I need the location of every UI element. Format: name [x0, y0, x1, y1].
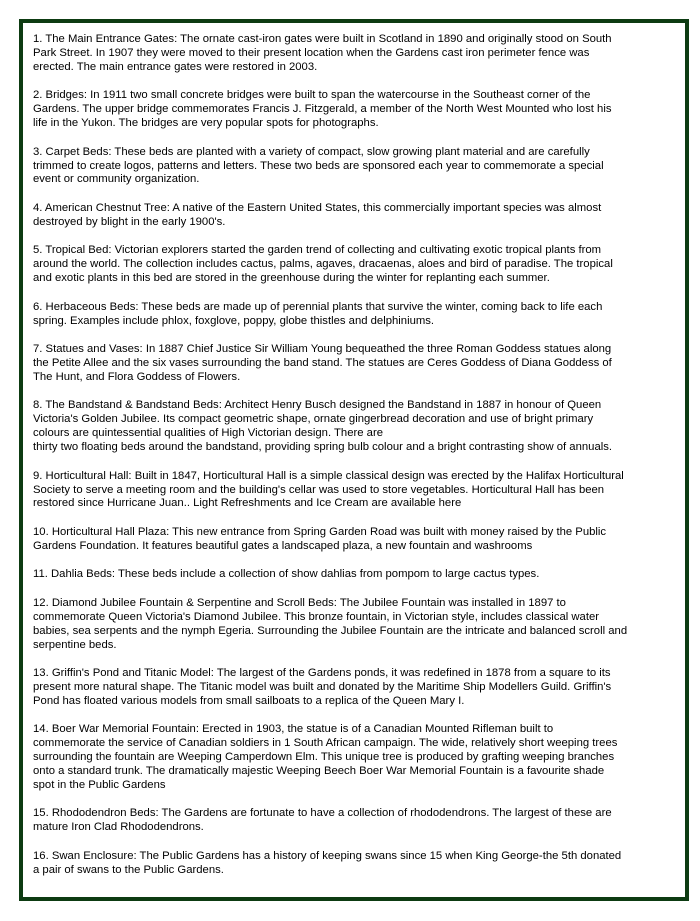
document-frame [19, 19, 689, 901]
entry-line: The Hunt, and Flora Goddess of Flowers. [33, 370, 241, 383]
entry-line: 7. Statues and Vases: In 1887 Chief Justice Sir William Young bequeathed the three Roman Goddess statues along [33, 343, 612, 356]
entry-line: 4. American Chestnut Tree: A native of the Eastern United States, this commercially important species was almost [33, 201, 602, 214]
entry-line: 15. Rhododendron Beds: The Gardens are fortunate to have a collection of rhododendrons. The largest of these are [33, 807, 612, 820]
entry-line: spot in the Public Gardens [33, 778, 166, 791]
entry-line: a pair of swans to the Public Gardens. [33, 863, 224, 876]
entry-paragraph [33, 723, 675, 793]
entry-line: Gardens Foundation. It features beautiful gates a landscaped plaza, a new fountain and washrooms [33, 539, 533, 552]
entry-line: the Petite Allee and the six vases surrounding the band stand. The statues are Ceres Goddess of Diana Goddess of [33, 356, 612, 369]
entry-line: babies, sea serpents and the nymph Egeria. Surrounding the Jubilee Fountain are the intricate and balanced scroll and [33, 624, 628, 637]
entry-line: 9. Horticultural Hall: Built in 1847, Horticultural Hall is a simple classical design was erected by the Halifax Horticultural [33, 469, 624, 482]
entry-paragraph [33, 244, 675, 286]
entry-line: Gardens. The upper bridge commemorates Francis J. Fitzgerald, a member of the North West Mounted who lost his [33, 103, 612, 116]
entry-paragraph [33, 597, 675, 653]
entry-line: Pond has floated various models from small sailboats to a replica of the Queen Mary I. [33, 694, 465, 707]
entry-paragraph [33, 399, 675, 455]
entry-line: 12. Diamond Jubilee Fountain & Serpentine and Scroll Beds: The Jubilee Fountain was installed in 1897 to [33, 596, 566, 609]
entry-line: spring. Examples include phlox, foxglove, poppy, globe thistles and delphiniums. [33, 314, 435, 327]
entry-line: erected. The main entrance gates were restored in 2003. [33, 60, 318, 73]
entry-line: Society to serve a meeting room and the building's cellar was used to store vegetables. Horticultural Hall has been [33, 483, 605, 496]
entry-line: 14. Boer War Memorial Fountain: Erected in 1903, the statue is of a Canadian Mounted Rifleman built to [33, 723, 554, 736]
entry-paragraph [33, 146, 675, 188]
entry-paragraph [33, 807, 675, 835]
entry-line: onto a standard trunk. The dramatically majestic Weeping Beech Boer War Memorial Fountain is a favourite shade [33, 765, 605, 778]
entry-line: serpentine beds. [33, 638, 117, 651]
entry-paragraph [33, 89, 675, 131]
entry-line: life in the Yukon. The bridges are very popular spots for photographs. [33, 117, 379, 130]
entry-line: 10. Horticultural Hall Plaza: This new entrance from Spring Garden Road was built with money raised by the Public [33, 525, 607, 538]
entry-paragraph [33, 526, 675, 554]
entry-line: 6. Herbaceous Beds: These beds are made up of perennial plants that survive the winter, coming back to life each [33, 300, 603, 313]
entry-line: surrounding the fountain are Weeping Camperdown Elm. This unique tree is produced by grafting weeping branches [33, 751, 615, 764]
entry-paragraph [33, 343, 675, 385]
entry-line: destroyed by blight in the early 1900's. [33, 215, 226, 228]
entry-line: present more natural shape. The Titanic model was built and donated by the Maritime Ship Modellers Guild. Griffin's [33, 680, 612, 693]
entry-list [33, 33, 675, 878]
entry-paragraph [33, 667, 675, 709]
entry-line: 5. Tropical Bed: Victorian explorers started the garden trend of collecting and cultivating exotic tropical plants from [33, 244, 602, 257]
entry-line: Victoria's Golden Jubilee. Its compact geometric shape, ornate gingerbread decoration and use of bright primary [33, 413, 594, 426]
entry-line: commemorate the service of Canadian soldiers in 1 South African campaign. The wide, relatively short weeping trees [33, 737, 618, 750]
entry-line: and exotic plants in this bed are stored in the greenhouse during the winter for replanting each summer. [33, 272, 550, 285]
entry-line: 13. Griffin's Pond and Titanic Model: The largest of the Gardens ponds, it was redefined in 1878 from a square to its [33, 667, 611, 680]
entry-line: 3. Carpet Beds: These beds are planted with a variety of compact, slow growing plant material and are carefully [33, 145, 590, 158]
entry-line: commemorate Queen Victoria's Diamond Jubilee. This bronze fountain, in Victorian style, includes classical water [33, 610, 600, 623]
entry-paragraph [33, 470, 675, 512]
entry-paragraph [33, 202, 675, 230]
entry-line: event or community organization. [33, 173, 200, 186]
entry-paragraph [33, 568, 675, 582]
entry-line: 2. Bridges: In 1911 two small concrete bridges were built to span the watercourse in the Southeast corner of the [33, 89, 591, 102]
entry-line: thirty two floating beds around the bandstand, providing spring bulb colour and a bright contrasting show of annuals. [33, 441, 613, 454]
entry-line: around the world. The collection includes cactus, palms, agaves, dracaenas, aloes and bird of paradise. The tropical [33, 258, 613, 271]
entry-line: Park Street. In 1907 they were moved to their present location when the Gardens cast iron perimeter fence was [33, 46, 590, 59]
entry-line: mature Iron Clad Rhododendrons. [33, 821, 204, 834]
entry-line: 1. The Main Entrance Gates: The ornate cast-iron gates were built in Scotland in 1890 and originally stood on South [33, 33, 612, 45]
entry-line: trimmed to create logos, patterns and letters. These two beds are sponsored each year to commemorate a special [33, 159, 604, 172]
entry-line: 16. Swan Enclosure: The Public Gardens has a history of keeping swans since 15 when King George-the 5th donated [33, 849, 622, 862]
entry-line: 8. The Bandstand & Bandstand Beds: Architect Henry Busch designed the Bandstand in 1887 in honour of Queen [33, 399, 602, 412]
entry-paragraph [33, 301, 675, 329]
entry-line: 11. Dahlia Beds: These beds include a collection of show dahlias from pompom to large cactus types. [33, 568, 540, 581]
entry-paragraph [33, 33, 675, 75]
entry-line: restored since Hurricane Juan.. Light Refreshments and Ice Cream are available here [33, 497, 462, 510]
entry-paragraph [33, 850, 675, 878]
entry-line: colours are quintessential qualities of High Victorian design. There are [33, 427, 383, 440]
